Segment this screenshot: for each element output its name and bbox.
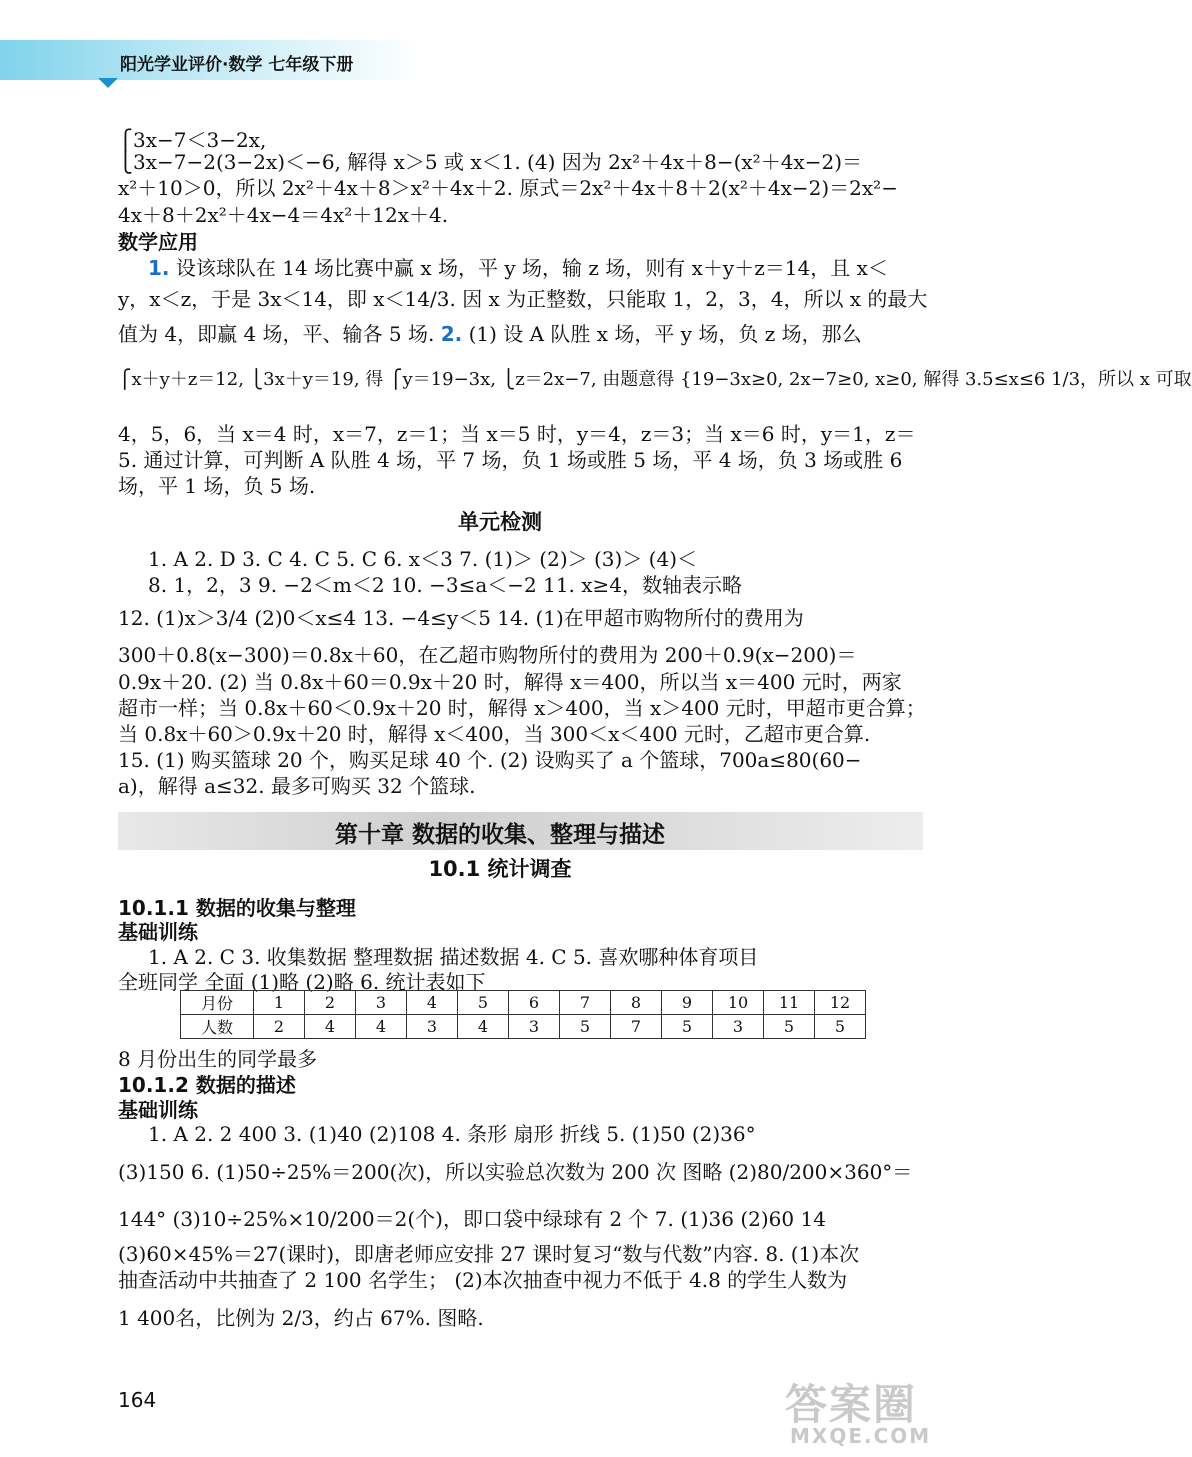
table-cell: 3 xyxy=(509,1015,560,1039)
banner-arrow-icon xyxy=(98,78,118,88)
table-row xyxy=(181,1015,866,1039)
unit-test-line: a)，解得 a≤32. 最多可购买 32 个篮球. xyxy=(118,774,476,798)
basic-training-label: 基础训练 xyxy=(118,920,198,944)
math-app-line xyxy=(118,318,862,347)
math-app-line xyxy=(148,252,888,281)
subsection-title: 10.1.1 数据的收集与整理 xyxy=(118,896,356,920)
question-number: 2. xyxy=(440,322,463,346)
math-app-line: 场，平 1 场，负 5 场. xyxy=(118,474,316,498)
unit-test-line: 超市一样；当 0.8x＋60＜0.9x＋20 时，解得 x＞400，当 x＞400 元时，甲超市更合算； xyxy=(118,696,926,720)
basic-training-label: 基础训练 xyxy=(118,1098,198,1122)
table-cell: 5 xyxy=(458,991,509,1015)
answer-text: 值为 4，即赢 4 场，平、输各 5 场. xyxy=(118,322,441,346)
table-cell: 5 xyxy=(662,1015,713,1039)
table-row-label: 月份 xyxy=(181,991,254,1015)
subsection-title: 10.1.2 数据的描述 xyxy=(118,1073,296,1097)
unit-test-line: 1. A 2. D 3. C 4. C 5. C 6. x＜3 7. (1)＞ (2)＞ (3)＞ (4)＜ xyxy=(148,547,698,571)
unit-test-line: 12. (1)x＞3/4 (2)0＜x≤4 13. −4≤y＜5 14. (1)在甲超市购物所付的费用为 xyxy=(118,606,804,630)
table-row-label: 人数 xyxy=(181,1015,254,1039)
math-app-line: 5. 通过计算，可判断 A 队胜 4 场，平 7 场，负 1 场或胜 5 场，平 4 场，负 3 场或胜 6 xyxy=(118,448,903,472)
math-app-line: 4，5，6，当 x＝4 时，x＝7，z＝1；当 x＝5 时，y＝4，z＝3；当 x＝6 时，y＝1，z＝ xyxy=(118,422,916,446)
birth-month-table xyxy=(180,990,866,1039)
answer-line: 全班同学 全面 (1)略 (2)略 6. 统计表如下 xyxy=(118,970,486,994)
table-cell: 4 xyxy=(458,1015,509,1039)
table-cell: 3 xyxy=(407,1015,458,1039)
table-cell: 9 xyxy=(662,991,713,1015)
table-cell: 11 xyxy=(764,991,815,1015)
answer-line: 1 400名，比例为 2/3，约占 67%. 图略. xyxy=(118,1306,484,1330)
table-cell: 4 xyxy=(356,1015,407,1039)
section-title: 10.1 统计调查 xyxy=(428,857,572,881)
math-app-line: ⎧x＋y＋z＝12, ⎩3x＋y＝19, 得 ⎧y＝19−3x, ⎩z＝2x−7, 由题意得 {19−3x≥0, 2x−7≥0, x≥0, 解得 3.5≤x≤6 1/3，所以 x 可取 xyxy=(118,369,1192,390)
table-cell: 7 xyxy=(560,991,611,1015)
unit-test-line: 当 0.8x＋60＞0.9x＋20 时，解得 x＜400，当 300＜x＜400 元时，乙超市更合算. xyxy=(118,722,871,746)
answer-line: 8 月份出生的同学最多 xyxy=(118,1047,318,1071)
math-app-line: y，x＜z，于是 3x＜14，即 x＜14/3. 因 x 为正整数，只能取 1，2，3，4，所以 x 的最大 xyxy=(118,287,928,311)
answer-text: (1) 设 A 队胜 x 场，平 y 场，负 z 场，那么 xyxy=(468,322,862,346)
table-cell: 4 xyxy=(407,991,458,1015)
table-cell: 3 xyxy=(713,1015,764,1039)
answer-line: 144° (3)10÷25%×10/200＝2(个)，即口袋中绿球有 2 个 7. (1)36 (2)60 14 xyxy=(118,1207,826,1231)
answer-line: (3)150 6. (1)50÷25%＝200(次)，所以实验总次数为 200 次 图略 (2)80/200×360°＝ xyxy=(118,1160,913,1184)
answer-line: 抽查活动中共抽查了 2 100 名学生； (2)本次抽查中视力不低于 4.8 的学生人数为 xyxy=(118,1268,848,1292)
table-cell: 5 xyxy=(560,1015,611,1039)
page-number: 164 xyxy=(118,1388,157,1412)
table-cell: 3 xyxy=(356,991,407,1015)
table-cell: 1 xyxy=(254,991,305,1015)
answer-text: 设该球队在 14 场比赛中赢 x 场，平 y 场，输 z 场，则有 x＋y＋z＝14，且 x＜ xyxy=(175,256,888,280)
table-cell: 6 xyxy=(509,991,560,1015)
table-cell: 8 xyxy=(611,991,662,1015)
answer-line: (3)60×45%＝27(课时)，即唐老师应安排 27 课时复习“数与代数”内容. 8. (1)本次 xyxy=(118,1242,860,1266)
unit-test-line: 8. 1，2，3 9. −2＜m＜2 10. −3≤a＜−2 11. x≥4，数轴表示略 xyxy=(148,573,743,597)
math-app-title: 数学应用 xyxy=(118,230,198,254)
table-cell: 12 xyxy=(815,991,866,1015)
prev-line-4: 4x＋8＋2x²＋4x−4＝4x²＋12x＋4. xyxy=(118,203,449,227)
table-cell: 10 xyxy=(713,991,764,1015)
unit-test-line: 0.9x＋20. (2) 当 0.8x＋60＝0.9x＋20 时，解得 x＝400，所以当 x＝400 元时，两家 xyxy=(118,670,902,694)
unit-test-line: 300＋0.8(x−300)＝0.8x＋60，在乙超市购物所付的费用为 200＋0.9(x−200)＝ xyxy=(118,643,857,667)
table-cell: 2 xyxy=(254,1015,305,1039)
prev-line-3: x²＋10＞0，所以 2x²＋4x＋8＞x²＋4x＋2. 原式＝2x²＋4x＋8＋2(x²＋4x−2)＝2x²− xyxy=(118,176,898,200)
table-cell: 5 xyxy=(815,1015,866,1039)
unit-test-line: 15. (1) 购买篮球 20 个，购买足球 40 个. (2) 设购买了 a 个篮球，700a≤80(60− xyxy=(118,748,862,772)
question-number: 1. xyxy=(148,256,170,280)
answer-line: 1. A 2. C 3. 收集数据 整理数据 描述数据 4. C 5. 喜欢哪种体育项目 xyxy=(148,945,759,969)
table-cell: 5 xyxy=(764,1015,815,1039)
table-row xyxy=(181,991,866,1015)
prev-line-1: ⎧3x−7＜3−2x, xyxy=(118,128,267,152)
prev-line-2: ⎩3x−7−2(3−2x)＜−6, 解得 x＞5 或 x＜1. (4) 因为 2x²＋4x＋8−(x²＋4x−2)＝ xyxy=(118,150,862,174)
watermark-logo-text: 答案圈 xyxy=(785,1380,918,1429)
table-cell: 7 xyxy=(611,1015,662,1039)
chapter-title: 第十章 数据的收集、整理与描述 xyxy=(334,822,665,848)
answer-line: 1. A 2. 2 400 3. (1)40 (2)108 4. 条形 扇形 折线 5. (1)50 (2)36° xyxy=(148,1122,756,1146)
unit-test-title: 单元检测 xyxy=(458,510,542,534)
table-cell: 4 xyxy=(305,1015,356,1039)
book-title: 阳光学业评价·数学 七年级下册 xyxy=(120,55,354,75)
watermark-url: MXQE.COM xyxy=(790,1424,932,1448)
table-cell: 2 xyxy=(305,991,356,1015)
